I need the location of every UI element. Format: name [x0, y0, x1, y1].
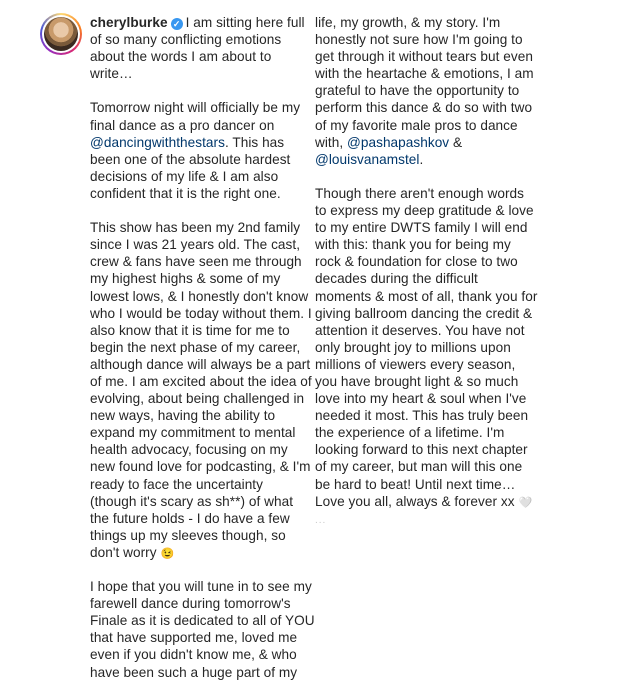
caption-text: love into my heart & soul when I've [315, 391, 527, 407]
emoji: 🤍 [518, 496, 533, 509]
caption-text: perform this dance & do so with two [315, 100, 533, 116]
caption-line [90, 185, 305, 202]
caption-text: Tomorrow night will officially be my [90, 100, 301, 116]
caption-text: my highest highs & some of my [90, 271, 281, 287]
caption-line [315, 253, 525, 270]
caption-text: Love you all, always & forever xx [315, 493, 519, 509]
caption-line [90, 407, 305, 424]
emoji: 😉 [160, 547, 175, 560]
caption-line [315, 322, 525, 339]
caption-text: This show has been my 2nd family [90, 220, 301, 236]
caption-text: crew & fans have seen me through [90, 254, 302, 270]
caption-text: Finale as it is dedicated to all of YOU [90, 613, 315, 629]
caption-line [90, 595, 305, 612]
caption-text: don't worry [90, 544, 161, 560]
caption-line [315, 134, 525, 151]
caption-text: of so many conflicting emotions [90, 32, 282, 48]
caption-text: ready to face the uncertainty [90, 476, 263, 492]
caption-text: of my favorite male pros to dance [315, 117, 518, 133]
caption-line [315, 117, 525, 134]
caption-text: Though there aren't enough words [315, 185, 524, 201]
caption-text: grateful to have the opportunity to [315, 83, 520, 99]
caption-text: confident that it is the right one. [90, 185, 281, 201]
caption-line [90, 544, 305, 561]
caption-text: even if you didn't know me, & who [90, 647, 297, 663]
caption-line [315, 373, 525, 390]
caption-line [315, 493, 533, 510]
caption-text: honestly not sure how I'm going to [315, 32, 523, 48]
caption-text: also know that it is time for me to [90, 322, 290, 338]
caption-line [315, 151, 525, 168]
caption-text: giving ballroom dancing the credit & [315, 305, 533, 321]
caption-line [90, 441, 305, 458]
caption-line [90, 578, 312, 595]
caption-text: moments & most of all, thank you for [315, 288, 538, 304]
caption-line [90, 219, 305, 236]
paragraph-gap [90, 561, 305, 578]
caption-text: who I would be today without them. I [90, 305, 312, 321]
paragraph-gap [90, 202, 305, 219]
caption-line [90, 253, 305, 270]
paragraph-gap [90, 82, 305, 99]
caption-text: (though it's scary as sh**) of what [90, 493, 294, 509]
caption-text: life, my growth, & my story. I'm [315, 15, 501, 30]
caption-text: of me. I am excited about the idea of [90, 373, 312, 389]
caption-text: . This has [224, 134, 285, 150]
caption-column-left [90, 14, 315, 681]
caption-text: evolving, about being challenged in [90, 391, 305, 407]
caption-line [90, 168, 305, 185]
caption-text: looking forward to this next chapter [315, 442, 528, 458]
caption-text: you have brought light & so much [315, 373, 519, 389]
caption-line [315, 202, 534, 219]
caption-line [315, 288, 538, 305]
caption-text: to express my deep gratitude & love [315, 203, 534, 219]
caption-text: be hard to beat! Until next time… [315, 476, 516, 492]
caption-line [315, 407, 529, 424]
caption-text: new found love for podcasting, & I'm [90, 459, 311, 475]
caption-text: lowest lows, & I honestly don't know [90, 288, 309, 304]
caption-text: the future holds - I do have a few [90, 510, 290, 526]
caption-line [315, 82, 525, 99]
caption-text: about the words I am about to [90, 49, 272, 65]
caption-text: although dance will always be a part [90, 356, 311, 372]
caption-text: with the heartache & emotions, I am [315, 66, 534, 82]
caption-text: of my career, but man will this one [315, 459, 523, 475]
verified-badge-icon: ✓ [171, 18, 183, 30]
caption-text: farewell dance during tomorrow's [90, 596, 291, 612]
caption-line [90, 527, 305, 544]
caption-line [90, 14, 305, 31]
caption-line [90, 99, 305, 116]
caption-text: things up my sleeves though, so [90, 527, 286, 543]
caption-text: new ways, having the ability to [90, 408, 276, 424]
caption-text: the experience of a lifetime. I'm [315, 425, 505, 441]
caption-line [90, 629, 305, 646]
caption-text: only brought joy to millions upon [315, 339, 511, 355]
caption-line [315, 424, 525, 441]
caption-text: write… [90, 66, 133, 82]
caption-text: needed it most. This has truly been [315, 408, 529, 424]
caption-text: that have supported me, loved me [90, 630, 298, 646]
caption-text: attention it deserves. You have not [315, 322, 525, 338]
caption-line [315, 458, 525, 475]
caption-line [90, 305, 312, 322]
caption-line [90, 510, 305, 527]
caption-line [315, 185, 525, 202]
caption-text: millions of viewers every season, [315, 356, 516, 372]
caption-line [90, 270, 305, 287]
caption-text: since I was 21 years old. The cast, [90, 237, 301, 253]
caption-line [315, 65, 534, 82]
caption-line [90, 356, 311, 373]
caption-line [90, 373, 312, 390]
caption-text: I hope that you will tune in to see my [90, 579, 312, 595]
caption-text: rock & foundation for close to two [315, 254, 518, 270]
caption-line [90, 322, 305, 339]
caption-text: expand my commitment to mental [90, 425, 296, 441]
caption-line [315, 270, 525, 287]
caption-line [90, 151, 305, 168]
avatar[interactable] [44, 17, 78, 51]
caption-column-right [315, 14, 538, 527]
caption-text: decisions of my life & I am also [90, 168, 279, 184]
caption-line [90, 390, 305, 407]
caption-text: . [419, 151, 424, 167]
caption-line [315, 48, 533, 65]
mention-link[interactable]: @pashapashkov [347, 134, 450, 150]
mention-link[interactable]: @louisvanamstel [315, 151, 420, 167]
caption-line [90, 339, 305, 356]
caption-line [90, 493, 305, 510]
caption-line [90, 476, 305, 493]
caption-line [90, 612, 315, 629]
caption-line [90, 458, 311, 475]
caption-line [315, 476, 525, 493]
caption-line [90, 48, 305, 65]
caption-text: decades during the difficult [315, 271, 478, 287]
caption-text: have been such a huge part of my [90, 664, 298, 680]
caption-text: to my entire DWTS family I will end [315, 220, 528, 236]
caption-text: with this: thank you for being my [315, 237, 511, 253]
caption-line [315, 441, 528, 458]
story-ring[interactable] [40, 13, 82, 55]
caption-text: been one of the absolute hardest [90, 151, 291, 167]
caption-line [315, 390, 525, 407]
caption-text: I am sitting here full [185, 15, 305, 30]
caption-line [315, 219, 528, 236]
caption-line [315, 339, 525, 356]
caption-line [90, 288, 309, 305]
caption-line [90, 134, 305, 151]
caption-line [90, 117, 305, 134]
mention-link[interactable]: @dancingwiththestars [90, 134, 225, 150]
caption-text: health advocacy, focusing on my [90, 442, 288, 458]
caption-line [315, 14, 525, 31]
caption-line [315, 356, 525, 373]
caption-line [315, 236, 525, 253]
caption-line [315, 31, 525, 48]
caption-line [315, 510, 525, 527]
caption-line [90, 424, 305, 441]
avatar-ring [42, 15, 80, 53]
caption-line [90, 31, 305, 48]
truncation-dots: ... [315, 514, 327, 526]
caption-text: with, [315, 134, 348, 150]
caption-text: begin the next phase of my career, [90, 339, 301, 355]
caption-line [315, 305, 533, 322]
caption-line [315, 99, 533, 116]
caption-text: & [449, 134, 463, 150]
paragraph-gap [315, 168, 525, 185]
caption-line [90, 236, 305, 253]
caption-line [90, 65, 305, 82]
caption-text: get through it without tears but even [315, 49, 533, 65]
caption-line [90, 664, 305, 681]
username-link[interactable]: cherylburke [90, 15, 168, 30]
caption-text: final dance as a pro dancer on [90, 117, 275, 133]
caption-line [90, 646, 305, 663]
